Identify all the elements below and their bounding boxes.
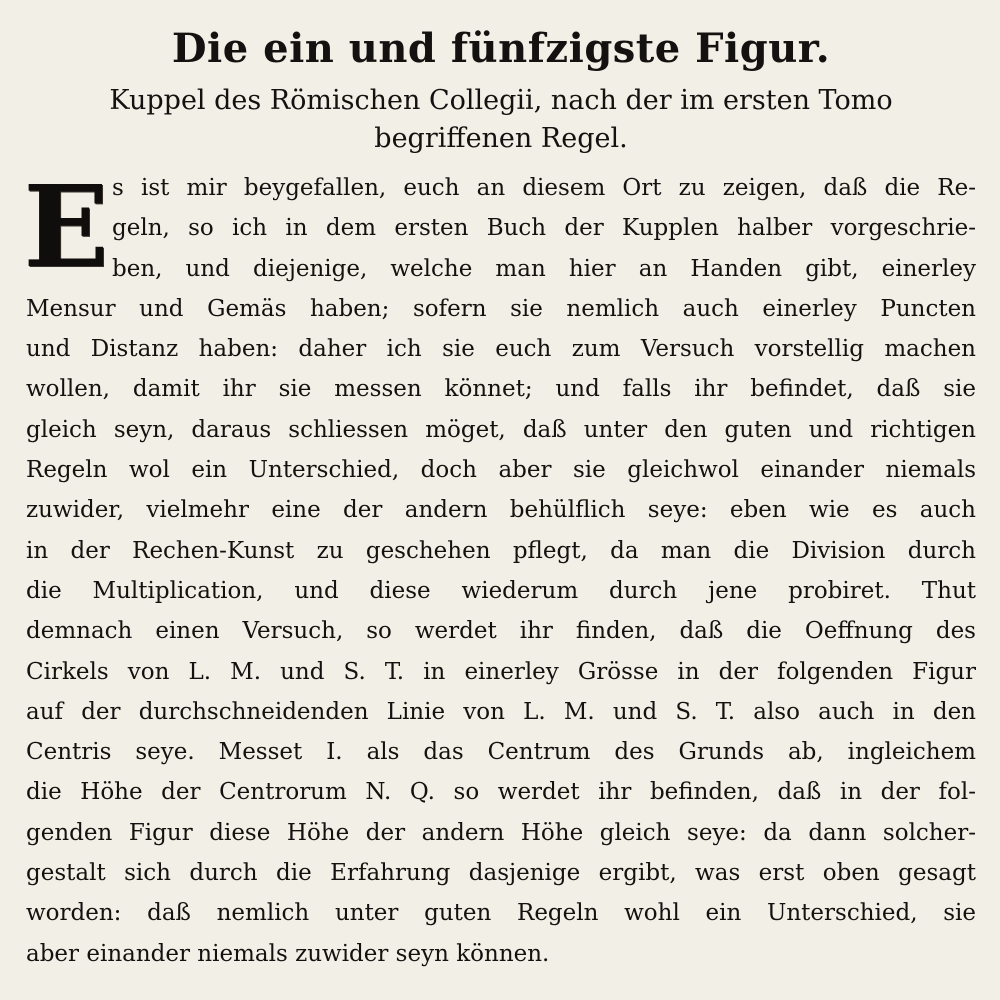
body-text [23,162,976,974]
text-line: geln, so ich in dem ersten Buch der Kupplen halber vorgeschrie- [112,215,976,242]
text-line: aber einander niemals zuwider seyn können. [26,940,550,967]
text-line: die Höhe der Centrorum N. Q. so werdet ihr befinden, daß in der fol- [26,779,976,806]
text-line: demnach einen Versuch, so werdet ihr finden, daß die Oeffnung des [26,618,976,645]
text-line: Centris seye. Messet I. als das Centrum des Grunds ab, ingleichem [26,739,976,766]
text-line: Cirkels von L. M. und S. T. in einerley Grösse in der folgenden Figur [26,658,976,685]
text-line: worden: daß nemlich unter guten Regeln wohl ein Unterschied, sie [26,900,976,927]
text-line: Regeln wol ein Unterschied, doch aber sie gleichwol einander niemals [26,457,976,484]
text-line: in der Rechen-Kunst zu geschehen pflegt, da man die Division durch [26,537,976,564]
text-line: zuwider, vielmehr eine der andern behülflich seye: eben wie es auch [26,497,976,524]
text-line: Mensur und Gemäs haben; sofern sie nemlich auch einerley Puncten [26,295,976,322]
text-line: gleich seyn, daraus schliessen möget, daß unter den guten und richtigen [26,416,976,443]
text-line: auf der durchschneidenden Linie von L. M. und S. T. also auch in den [26,698,976,725]
text-line: genden Figur diese Höhe der andern Höhe gleich seye: da dann solcher- [26,819,976,846]
text-line: und Distanz haben: daher ich sie euch zum Versuch vorstellig machen [26,336,976,363]
drop-cap: E [23,162,109,293]
subtitle-line: begriffenen Regel. [374,123,628,154]
page-title: Die ein und fünfzigste Figur. [171,25,831,72]
text-line: ben, und diejenige, welche man hier an Handen gibt, einerley [112,255,976,282]
text-line: s ist mir beygefallen, euch an diesem Ort zu zeigen, daß die Re- [112,175,976,201]
text-line: die Multiplication, und diese wiederum durch jene probiret. Thut [26,577,976,604]
text-line: gestalt sich durch die Erfahrung dasjenige ergibt, was erst oben gesagt [26,860,976,887]
subtitle-line: Kuppel des Römischen Collegii, nach der im ersten Tomo [109,85,893,116]
text-line: wollen, damit ihr sie messen könnet; und falls ihr befindet, daß sie [26,376,976,403]
page-subtitle [26,82,976,158]
